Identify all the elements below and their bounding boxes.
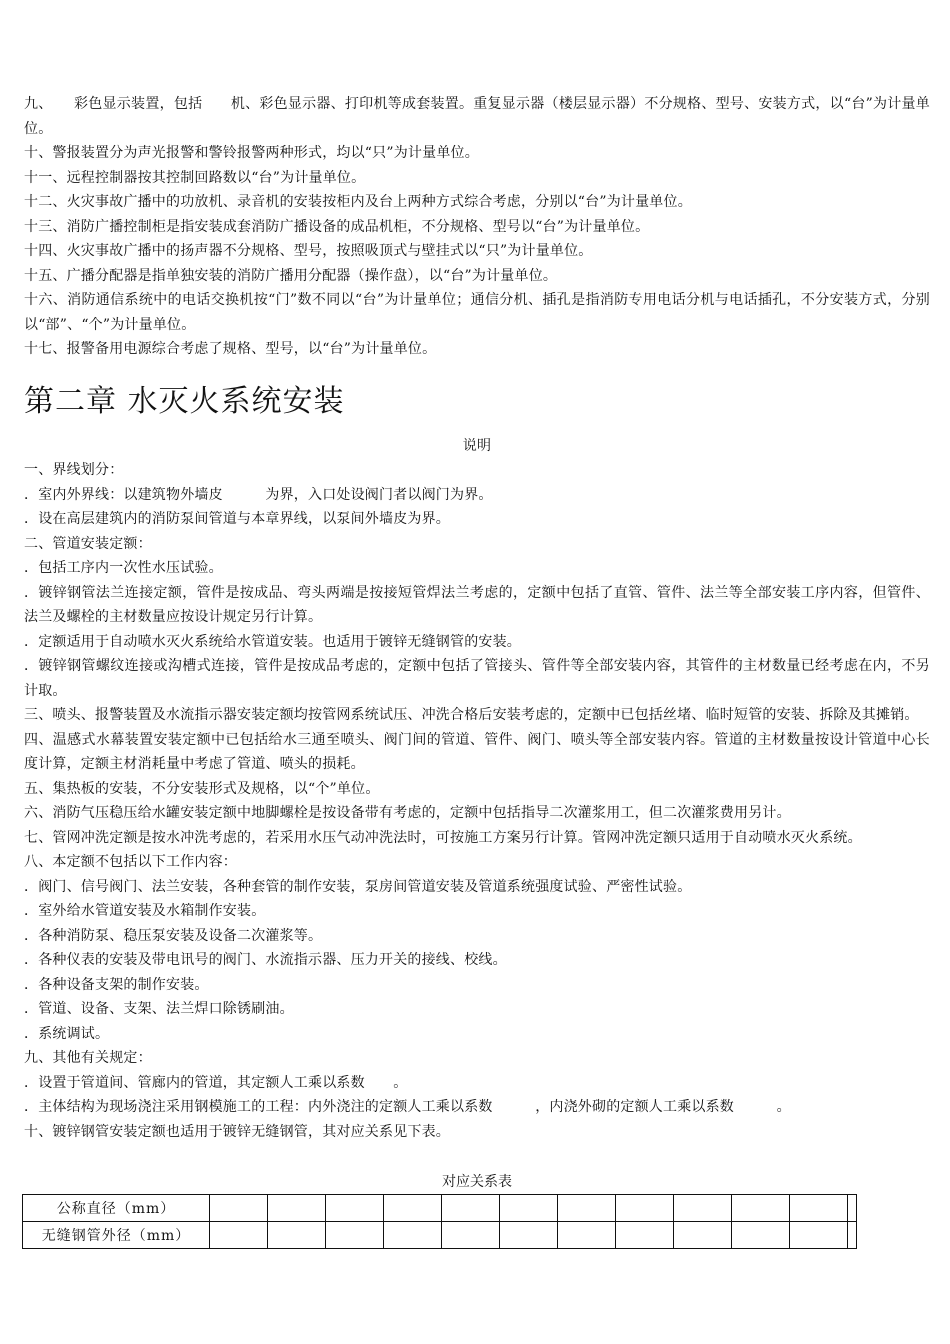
- paragraph: 十三、消防广播控制柜是指安装成套消防广播设备的成品机柜，不分规格、型号以“台”为计量单位。: [24, 218, 650, 235]
- table-cell: [442, 1222, 500, 1249]
- paragraph: 一、界线划分：: [24, 462, 124, 478]
- paragraph: ．镀锌钢管螺纹连接或沟槽式连接，管件是按成品考虑的，定额中包括了管接头、管件等全部安装内容，其管件的主材数量已经考虑在内，不另计取。: [24, 658, 930, 699]
- paragraph: 九、其他有关规定：: [24, 1050, 152, 1066]
- table-cell: [616, 1222, 674, 1249]
- paragraph: 九、 彩色显示装置，包括 机、彩色显示器、打印机等成套装置。重复显示器（楼层显示器）不分规格、型号、安装方式，以“台”为计量单位。: [24, 96, 930, 137]
- document-page: [24, 92, 930, 1249]
- table-cell: [268, 1222, 326, 1249]
- paragraph: 四、温感式水幕装置安装定额中已包括给水三通至喷头、阀门间的管道、管件、阀门、喷头等全部安装内容。管道的主材数量按设计管道中心长度计算，定额主材消耗量中考虑了管道、喷头的损耗。: [24, 731, 930, 772]
- paragraph: 三、喷头、报警装置及水流指示器安装定额均按管网系统试压、冲洗合格后安装考虑的，定额中已包括丝堵、临时短管的安装、拆除及其摊销。: [24, 707, 919, 723]
- table-cell: [732, 1222, 790, 1249]
- paragraph: ．室内外界线：以建筑物外墙皮 为界，入口处设阀门者以阀门为界。: [24, 486, 493, 503]
- paragraph: 十四、火灾事故广播中的扬声器不分规格、型号，按照吸顶式与壁挂式以“只”为计量单位。: [24, 243, 593, 259]
- paragraph: 二、管道安装定额：: [24, 535, 152, 552]
- paragraph: 五、集热板的安装，不分安装形式及规格，以“个”单位。: [24, 780, 380, 797]
- table-cell: [500, 1222, 558, 1249]
- paragraph: 十二、火灾事故广播中的功放机、录音机的安装按柜内及台上两种方式综合考虑，分别以“台”为计量单位。: [24, 194, 692, 210]
- table-cell: [674, 1195, 732, 1222]
- paragraph: 十六、消防通信系统中的电话交换机按“门”数不同以“台”为计量单位；通信分机、插孔是指消防专用电话分机与电话插孔，不分安装方式，分别以“部”、“个”为计量单位。: [24, 292, 930, 333]
- paragraph: 十、警报装置分为声光报警和警铃报警两种形式，均以“只”为计量单位。: [24, 145, 479, 161]
- paragraph: 八、本定额不包括以下工作内容：: [24, 854, 237, 870]
- table-cell: [558, 1222, 616, 1249]
- top-section: [24, 92, 930, 362]
- row-label: 公称直径（mm）: [23, 1195, 210, 1222]
- paragraph: ．镀锌钢管法兰连接定额，管件是按成品、弯头两端是按接短管焊法兰考虑的，定额中包括了直管、管件、法兰等全部安装工序内容，但管件、法兰及螺栓的主材数量应按设计规定另行计算。: [24, 584, 930, 625]
- table-cell: [732, 1195, 790, 1222]
- table-row: [23, 1195, 857, 1222]
- table-cell: [500, 1195, 558, 1222]
- table-cell: [790, 1222, 848, 1249]
- paragraph: ．主体结构为现场浇注采用钢模施工的工程：内外浇注的定额人工乘以系数 ，内浇外砌的定额人工乘以系数 。: [24, 1099, 791, 1115]
- section-heading: 说明: [462, 437, 492, 454]
- table-cell: [326, 1195, 384, 1222]
- paragraph: ．管道、设备、支架、法兰焊口除锈刷油。: [24, 1001, 294, 1017]
- table-cell: [790, 1195, 848, 1222]
- body-section: [24, 458, 930, 1144]
- row-label: 无缝钢管外径（mm）: [23, 1222, 210, 1249]
- table-cell: [558, 1195, 616, 1222]
- paragraph: 七、管网冲洗定额是按水冲洗考虑的，若采用水压气动冲洗法时，可按施工方案另行计算。管网冲洗定额只适用于自动喷水灭火系统。: [24, 829, 862, 846]
- paragraph: 十一、远程控制器按其控制回路数以“台”为计量单位。: [24, 169, 366, 186]
- table-cell: [326, 1222, 384, 1249]
- table-cell: [384, 1195, 442, 1222]
- paragraph: 十五、广播分配器是指单独安装的消防广播用分配器（操作盘），以“台”为计量单位。: [24, 267, 558, 284]
- correspondence-table: [22, 1194, 857, 1249]
- table-cell: [616, 1195, 674, 1222]
- table-row: [23, 1222, 857, 1249]
- table-cell: [268, 1195, 326, 1222]
- paragraph: 十七、报警备用电源综合考虑了规格、型号，以“台”为计量单位。: [24, 341, 437, 357]
- table-cell: [210, 1195, 268, 1222]
- table-cell: [210, 1222, 268, 1249]
- table-cell: [848, 1222, 857, 1249]
- table-caption: 对应关系表: [442, 1174, 512, 1190]
- paragraph: ．包括工序内一次性水压试验。: [24, 560, 223, 576]
- table-cell: [674, 1222, 732, 1249]
- paragraph: ．系统调试。: [24, 1025, 110, 1042]
- paragraph: 六、消防气压稳压给水罐安装定额中地脚螺栓是按设备带有考虑的，定额中包括指导二次灌浆用工，但二次灌浆费用另计。: [24, 805, 791, 821]
- paragraph: ．阀门、信号阀门、法兰安装，各种套管的制作安装，泵房间管道安装及管道系统强度试验、严密性试验。: [24, 878, 692, 895]
- paragraph: 十、镀锌钢管安装定额也适用于镀锌无缝钢管，其对应关系见下表。: [24, 1123, 450, 1140]
- paragraph: ．各种消防泵、稳压泵安装及设备二次灌浆等。: [24, 927, 323, 944]
- paragraph: ．设在高层建筑内的消防泵间管道与本章界线，以泵间外墙皮为界。: [24, 511, 450, 527]
- paragraph: ．室外给水管道安装及水箱制作安装。: [24, 903, 266, 919]
- paragraph: ．设置于管道间、管廊内的管道，其定额人工乘以系数 。: [24, 1074, 408, 1091]
- paragraph: ．各种设备支架的制作安装。: [24, 976, 209, 993]
- chapter-title: 第二章 水灭火系统安装: [24, 383, 345, 419]
- table-cell: [442, 1195, 500, 1222]
- table-cell: [384, 1222, 442, 1249]
- table-cell: [848, 1195, 857, 1222]
- paragraph: ．定额适用于自动喷水灭火系统给水管道安装。也适用于镀锌无缝钢管的安装。: [24, 633, 521, 650]
- paragraph: ．各种仪表的安装及带电讯号的阀门、水流指示器、压力开关的接线、校线。: [24, 952, 507, 968]
